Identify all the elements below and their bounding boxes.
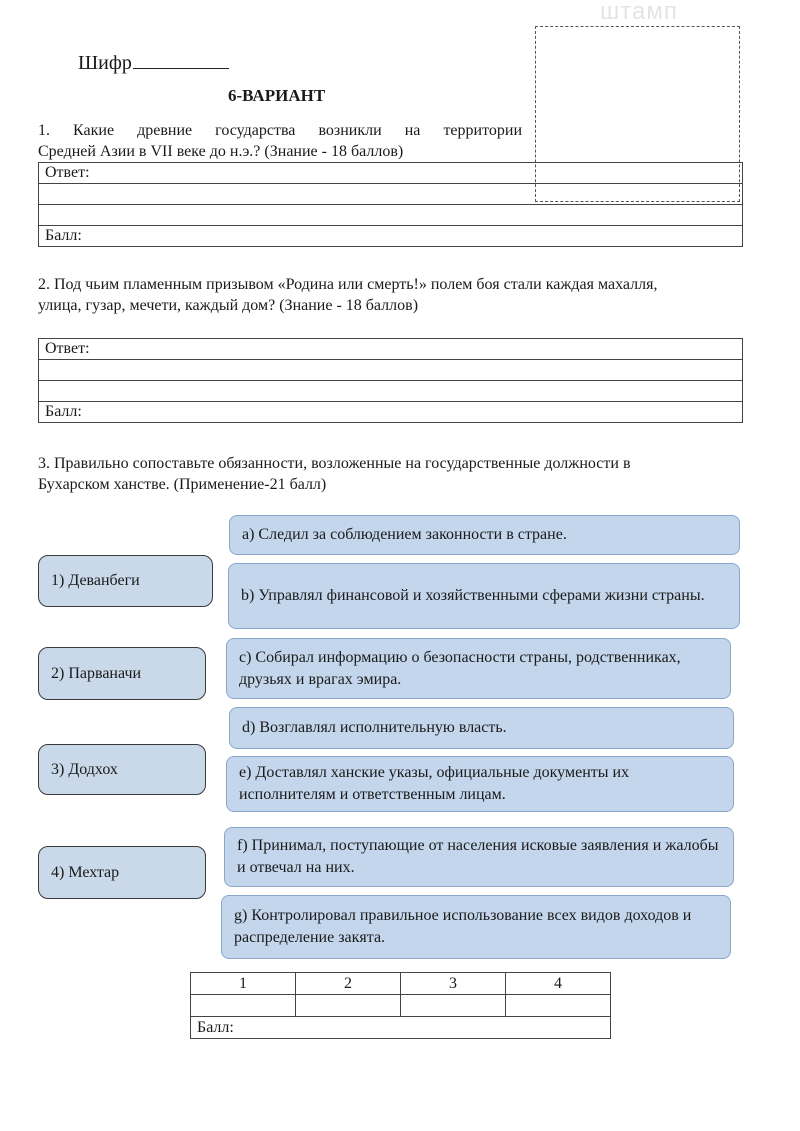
match-answer-cell[interactable]: [191, 995, 296, 1017]
duty-text: f) Принимал, поступающие от населения исковые заявления и жалобы и отвечал на них.: [237, 837, 719, 876]
match-header: 1: [191, 973, 296, 995]
role-label: 4) Мехтар: [51, 863, 120, 881]
cipher-field: [78, 50, 229, 75]
duty-text: c) Собирал информацию о безопасности страны, родственниках, друзьях и врагах эмира.: [239, 648, 681, 688]
role-box-dodkhokh[interactable]: [38, 744, 206, 795]
role-label: 2) Парваначи: [51, 664, 142, 682]
matching-answer-table: [190, 972, 611, 1039]
role-label: 3) Додхох: [51, 760, 118, 778]
question-1-answer-table: [38, 162, 743, 247]
duty-box-d[interactable]: [229, 707, 734, 749]
answer-line[interactable]: [39, 184, 743, 205]
match-header: 4: [506, 973, 611, 995]
match-answer-cell[interactable]: [401, 995, 506, 1017]
answer-line[interactable]: [39, 381, 743, 402]
stamp-watermark: штамп: [600, 0, 678, 25]
duty-box-f[interactable]: [224, 827, 734, 887]
score-label[interactable]: Балл:: [191, 1017, 611, 1039]
duty-box-b[interactable]: [228, 563, 740, 629]
role-label: 1) Деванбеги: [51, 572, 140, 589]
duty-text: g) Контролировал правильное использование всех видов доходов и распределение закята.: [234, 907, 692, 946]
match-answer-cell[interactable]: [506, 995, 611, 1017]
duty-box-e[interactable]: [226, 756, 734, 812]
match-header: 2: [296, 973, 401, 995]
cipher-label: Шифр: [78, 52, 132, 74]
score-label[interactable]: Балл:: [39, 226, 743, 247]
answer-line[interactable]: [39, 205, 743, 226]
match-header: 3: [401, 973, 506, 995]
duty-box-g[interactable]: [221, 895, 731, 959]
score-label[interactable]: Балл:: [39, 402, 743, 423]
duty-text: d) Возглавлял исполнительную власть.: [242, 719, 507, 736]
match-answer-cell[interactable]: [296, 995, 401, 1017]
answer-line[interactable]: [39, 360, 743, 381]
variant-title: 6-ВАРИАНТ: [228, 86, 326, 105]
question-2-text-line-2: улица, гузар, мечети, каждый дом? (Знание - 18 баллов): [38, 297, 419, 314]
role-box-devanbegi[interactable]: [38, 555, 213, 607]
answer-label[interactable]: Ответ:: [39, 339, 743, 360]
role-box-parvanachi[interactable]: [38, 647, 206, 700]
duty-text: e) Доставлял ханские указы, официальные документы их исполнителям и ответственным лицам.: [239, 764, 630, 803]
question-3-text-line-2: Бухарском ханстве. (Применение-21 балл): [38, 476, 327, 493]
question-1-text-line-2: Средней Азии в VII веке до н.э.? (Знание - 18 баллов): [38, 143, 404, 160]
role-box-mekhtar[interactable]: [38, 846, 206, 899]
question-2-answer-table: [38, 338, 743, 423]
duty-text: a) Следил за соблюдением законности в стране.: [242, 526, 567, 543]
duty-box-c[interactable]: [226, 638, 731, 699]
question-2-text-line-1: 2. Под чьим пламенным призывом «Родина или смерть!» полем боя стали каждая махалля,: [38, 276, 658, 293]
duty-box-a[interactable]: [229, 515, 740, 555]
cipher-blank-line[interactable]: [133, 50, 229, 69]
answer-label[interactable]: Ответ:: [39, 163, 743, 184]
question-1-text-line-1: 1. Какие древние государства возникли на территории: [38, 122, 522, 139]
duty-text: b) Управлял финансовой и хозяйственными сферами жизни страны.: [241, 587, 705, 604]
question-3-text-line-1: 3. Правильно сопоставьте обязанности, возложенные на государственные должности в: [38, 455, 631, 472]
